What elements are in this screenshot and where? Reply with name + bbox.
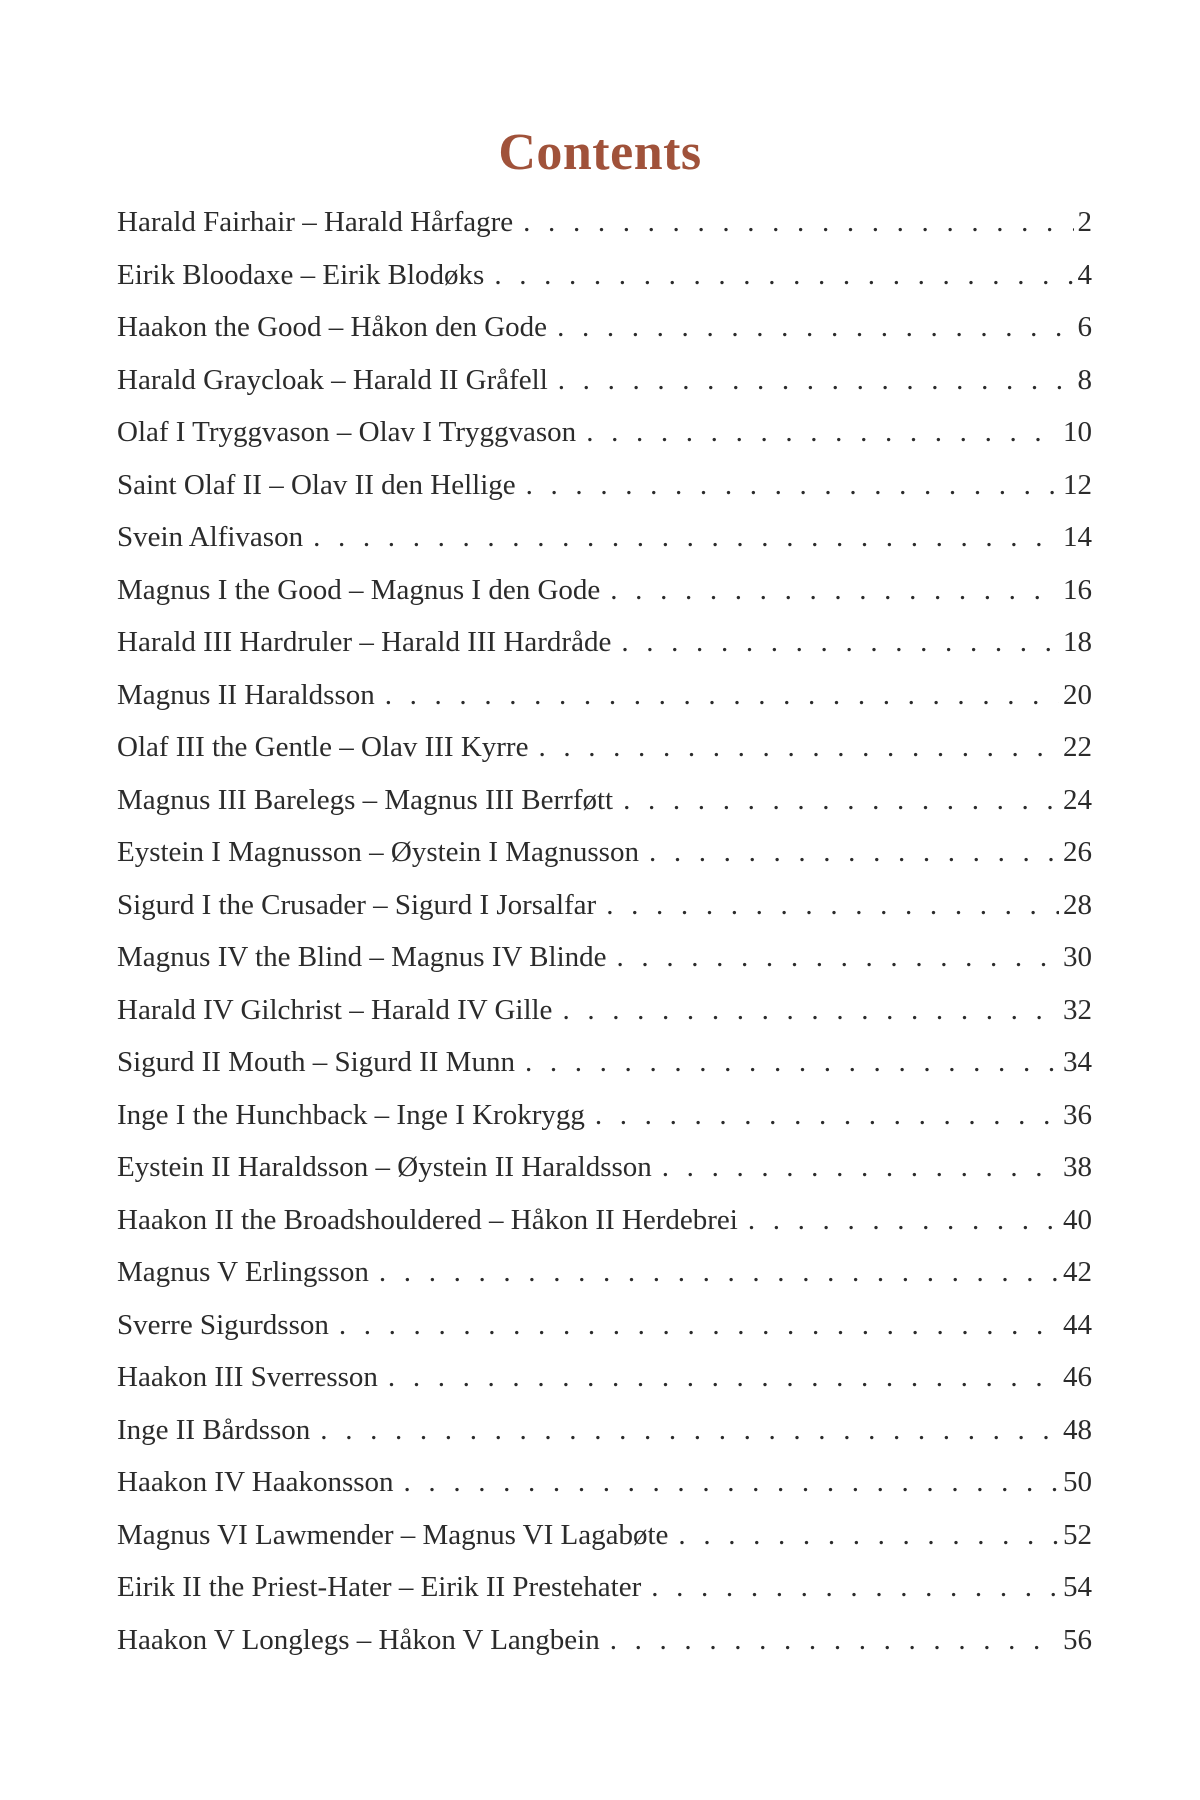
dot-leader: [595, 1099, 1059, 1132]
toc-entry[interactable]: [117, 1466, 1092, 1519]
toc-entry[interactable]: [117, 731, 1092, 784]
toc-entry[interactable]: [117, 521, 1092, 574]
toc-entry-page-number: 38: [1063, 1151, 1092, 1183]
toc-entry-label: Harald IV Gilchrist – Harald IV Gille: [117, 993, 553, 1026]
toc-list: [117, 206, 1092, 1676]
toc-entry-page-number: 36: [1063, 1098, 1092, 1131]
toc-entry-page-number: 4: [1077, 258, 1092, 291]
dot-leader: [586, 416, 1059, 449]
toc-entry[interactable]: [117, 1519, 1092, 1572]
toc-entry-label: Olaf I Tryggvason – Olav I Tryggvason: [117, 416, 577, 448]
dot-leader: [523, 206, 1073, 239]
page-title: Contents: [498, 123, 702, 181]
toc-entry-label: Haakon V Longlegs – Håkon V Langbein: [117, 1623, 600, 1656]
toc-entry-page-number: 22: [1063, 731, 1092, 763]
toc-entry-label: Sigurd I the Crusader – Sigurd I Jorsalfar: [117, 888, 597, 921]
toc-entry[interactable]: [117, 469, 1092, 522]
toc-entry-label: Inge II Bårdsson: [117, 1413, 311, 1446]
toc-entry[interactable]: [117, 1624, 1092, 1677]
toc-entry-label: Saint Olaf II – Olav II den Hellige: [117, 468, 516, 501]
dot-leader: [538, 731, 1059, 764]
toc-entry[interactable]: [117, 836, 1092, 889]
toc-entry-label: Magnus V Erlingsson: [117, 1256, 369, 1288]
toc-entry-label: Haakon III Sverresson: [117, 1361, 378, 1393]
toc-entry-label: Magnus I the Good – Magnus I den Gode: [117, 573, 601, 606]
toc-entry[interactable]: [117, 206, 1092, 259]
toc-entry[interactable]: [117, 994, 1092, 1047]
toc-entry-label: Magnus III Barelegs – Magnus III Berrføtt: [117, 783, 614, 816]
toc-entry-page-number: 50: [1063, 1466, 1092, 1498]
toc-entry-page-number: 16: [1063, 573, 1092, 606]
toc-entry[interactable]: [117, 626, 1092, 679]
dot-leader: [623, 784, 1059, 817]
toc-entry[interactable]: [117, 1151, 1092, 1204]
toc-entry-page-number: 46: [1063, 1361, 1092, 1393]
dot-leader: [558, 364, 1074, 397]
toc-entry-label: Haakon II the Broadshouldered – Håkon II Herdebrei: [117, 1203, 738, 1236]
toc-entry-page-number: 18: [1063, 626, 1092, 658]
dot-leader: [313, 521, 1059, 554]
toc-entry-page-number: 20: [1063, 678, 1092, 711]
toc-entry-page-number: 8: [1077, 363, 1092, 396]
dot-leader: [339, 1309, 1059, 1342]
toc-entry-page-number: 14: [1063, 521, 1092, 553]
toc-entry-label: Harald Graycloak – Harald II Gråfell: [117, 363, 548, 396]
toc-entry[interactable]: [117, 416, 1092, 469]
toc-entry-page-number: 48: [1063, 1413, 1092, 1446]
toc-entry[interactable]: [117, 1309, 1092, 1362]
dot-leader: [562, 994, 1059, 1027]
toc-entry[interactable]: [117, 311, 1092, 364]
toc-entry[interactable]: [117, 679, 1092, 732]
toc-entry-label: Eirik Bloodaxe – Eirik Blodøks: [117, 258, 485, 291]
toc-entry-label: Sverre Sigurdsson: [117, 1308, 329, 1341]
toc-entry-page-number: 44: [1063, 1308, 1092, 1341]
dot-leader: [379, 1256, 1059, 1289]
toc-entry-page-number: 54: [1063, 1571, 1092, 1603]
toc-entry[interactable]: [117, 1361, 1092, 1414]
dot-leader: [649, 836, 1059, 869]
toc-entry-page-number: 42: [1063, 1256, 1092, 1288]
toc-entry[interactable]: [117, 259, 1092, 312]
toc-entry-page-number: 30: [1063, 941, 1092, 973]
toc-entry-page-number: 32: [1063, 993, 1092, 1026]
dot-leader: [610, 574, 1059, 607]
toc-entry-label: Eystein I Magnusson – Øystein I Magnusson: [117, 836, 639, 868]
dot-leader: [388, 1361, 1059, 1394]
dot-leader: [526, 469, 1059, 502]
dot-leader: [525, 1046, 1059, 1079]
toc-entry-page-number: 56: [1063, 1623, 1092, 1656]
toc-entry[interactable]: [117, 784, 1092, 837]
toc-entry[interactable]: [117, 1571, 1092, 1624]
toc-entry-page-number: 6: [1077, 311, 1092, 343]
dot-leader: [320, 1414, 1059, 1447]
dot-leader: [404, 1466, 1059, 1499]
dot-leader: [651, 1571, 1059, 1604]
toc-entry[interactable]: [117, 889, 1092, 942]
dot-leader: [606, 889, 1059, 922]
toc-entry-label: Sigurd II Mouth – Sigurd II Munn: [117, 1046, 515, 1078]
dot-leader: [557, 311, 1073, 344]
toc-entry-page-number: 12: [1063, 468, 1092, 501]
toc-entry[interactable]: [117, 1099, 1092, 1152]
toc-entry[interactable]: [117, 364, 1092, 417]
toc-entry-page-number: 28: [1063, 888, 1092, 921]
toc-entry-label: Magnus IV the Blind – Magnus IV Blinde: [117, 941, 607, 973]
toc-entry[interactable]: [117, 1046, 1092, 1099]
toc-entry-page-number: 52: [1063, 1518, 1092, 1551]
toc-entry-label: Harald Fairhair – Harald Hårfagre: [117, 206, 514, 238]
toc-entry-label: Eystein II Haraldsson – Øystein II Haraldsson: [117, 1151, 652, 1183]
toc-entry[interactable]: [117, 941, 1092, 994]
toc-entry-label: Harald III Hardruler – Harald III Hardråde: [117, 626, 612, 658]
toc-entry-label: Inge I the Hunchback – Inge I Krokrygg: [117, 1098, 585, 1131]
toc-entry-page-number: 34: [1063, 1046, 1092, 1078]
dot-leader: [610, 1624, 1059, 1657]
toc-entry-page-number: 10: [1063, 416, 1092, 448]
toc-entry-label: Magnus II Haraldsson: [117, 678, 375, 711]
dot-leader: [494, 259, 1073, 292]
dot-leader: [662, 1151, 1059, 1184]
toc-entry-page-number: 26: [1063, 836, 1092, 868]
toc-entry-page-number: 2: [1077, 206, 1092, 238]
toc-entry[interactable]: [117, 574, 1092, 627]
toc-entry[interactable]: [117, 1204, 1092, 1257]
dot-leader: [621, 626, 1059, 659]
toc-entry-label: Eirik II the Priest-Hater – Eirik II Prestehater: [117, 1571, 642, 1603]
toc-entry-label: Haakon the Good – Håkon den Gode: [117, 311, 548, 343]
toc-entry-label: Haakon IV Haakonsson: [117, 1466, 394, 1498]
toc-entry-label: Svein Alfivason: [117, 521, 304, 553]
toc-entry-page-number: 24: [1063, 783, 1092, 816]
toc-entry-label: Magnus VI Lawmender – Magnus VI Lagabøte: [117, 1518, 669, 1551]
dot-leader: [617, 941, 1059, 974]
toc-entry[interactable]: [117, 1414, 1092, 1467]
toc-entry[interactable]: [117, 1256, 1092, 1309]
dot-leader: [678, 1519, 1059, 1552]
dot-leader: [385, 679, 1059, 712]
toc-entry-page-number: 40: [1063, 1203, 1092, 1236]
dot-leader: [748, 1204, 1059, 1237]
toc-entry-label: Olaf III the Gentle – Olav III Kyrre: [117, 731, 529, 763]
